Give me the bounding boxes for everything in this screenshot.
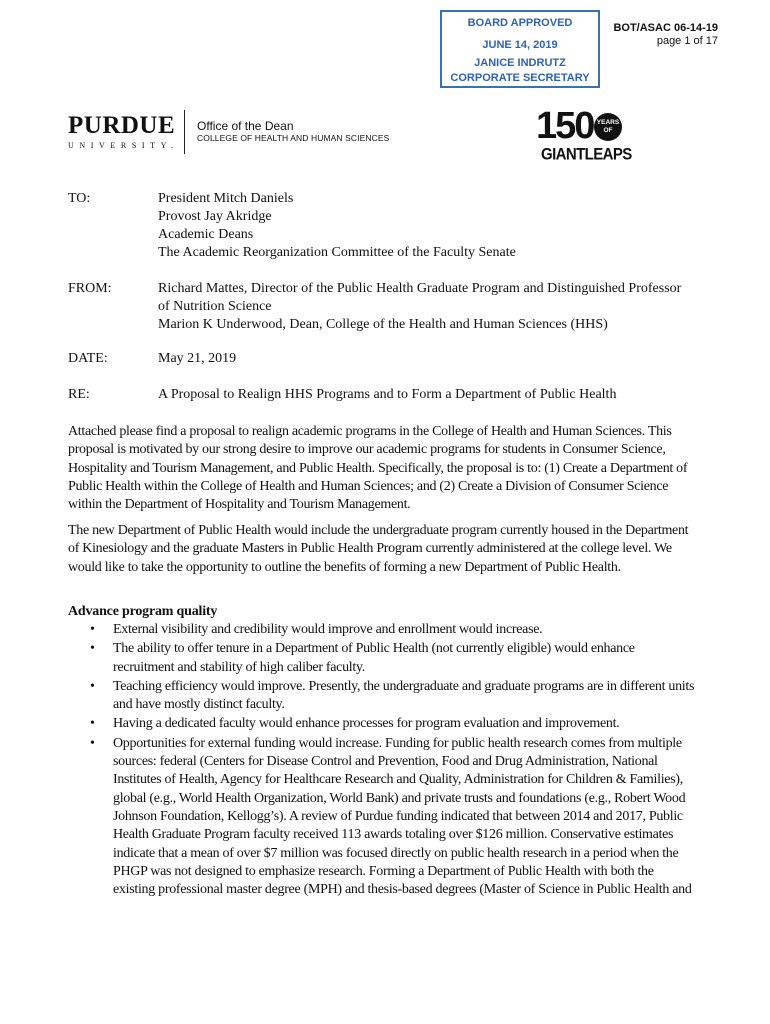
list-item [68,621,698,639]
logo-university: UNIVERSITY. [68,141,179,150]
sender-line: Richard Mattes, Director of the Public Health Graduate Program and Distinguished Professor [158,281,682,296]
anniversary-logo [536,105,632,166]
bullet-icon: • [90,641,95,657]
re-value: A Proposal to Realign HHS Programs and to Form a Department of Public Health [158,387,617,402]
date-label: DATE: [68,351,108,366]
purdue-logo [68,114,178,150]
sender-line: of Nutrition Science [158,299,272,314]
list-item [68,640,698,677]
bullet-icon: • [90,678,95,694]
from-senders [158,280,710,334]
from-label: FROM: [68,281,112,296]
office-title: Office of the Dean [197,119,294,133]
stamp-line: BOARD APPROVED [467,17,573,29]
list-item-text: External visibility and credibility would improve and enrollment would increase. [113,622,543,637]
date-value: May 21, 2019 [158,351,237,366]
anniversary-number: 150 [536,105,594,147]
list-item-text: Opportunities for external funding would increase. Funding for public health research comes from multiple sources: federal (Centers for Disease Control and Prevention, Food and Drug Administration, National Institutes of Health, Agency for Healthcare Research and Quality, Administration for Children & Families), global (e.g., World Health Organization, World Bank) and private trusts and foundations (e.g., Robert Wood Johnson Foundation, Kellogg’s). A review of Purdue funding indicated that between 2014 and 2017, Public Health Graduate Program faculty received 113 awards totaling over $126 million. Conservative estimates indicate that a mean of over $7 million was focused directly on public health research in a period when the PHGP was not designed to emphasize research. Forming a Department of Public Health with both the existing professional master degree (MPH) and thesis-based degrees (Master of Science in Public Health and [113,735,692,898]
benefits-list [68,621,698,900]
paragraph-text: The new Department of Public Health would include the undergraduate program currently housed in the Department of Kinesiology and the graduate Masters in Public Health Program currently administered at the college level. We would like to take the opportunity to outline the benefits of forming a new Department of Public Health. [68,523,689,575]
body-paragraph-2 [68,522,698,577]
stamp-line: CORPORATE SECRETARY [450,72,590,84]
stamp-line: JANICE INDRUTZ [474,57,566,69]
letterhead-divider [184,110,185,154]
college-name: COLLEGE OF HEALTH AND HUMAN SCIENCES [197,133,390,143]
anniversary-badge: YEARS OF [594,113,622,141]
to-recipients [158,190,710,262]
list-item-text: Having a dedicated faculty would enhance processes for program evaluation and improvement. [113,716,620,732]
to-label: TO: [68,191,91,206]
list-item [68,678,698,715]
stamp-line: JUNE 14, 2019 [482,39,558,51]
anniversary-tagline: GIANTLEAPS [541,145,632,164]
office-block [197,119,389,144]
re-label: RE: [68,387,90,402]
section-title: Advance program quality [68,604,218,619]
bullet-icon: • [90,735,95,751]
recipient: Academic Deans [158,227,254,242]
document-reference [613,22,718,48]
bullet-icon: • [90,622,95,637]
sender-line: Marion K Underwood, Dean, College of the Health and Human Sciences (HHS) [158,317,608,332]
list-item-text: The ability to offer tenure in a Department of Public Health (not currently eligible) would enhance recruitment and stability of high caliber faculty. [113,641,635,675]
board-approval-stamp [440,10,600,88]
list-item-text: Teaching efficiency would improve. Presently, the undergraduate and graduate programs are in different units and have mostly distinct faculty. [113,678,695,713]
logo-wordmark: PURDUE [68,112,176,139]
page-number: page 1 of 17 [656,35,718,47]
body-paragraph-1 [68,423,698,514]
list-item [68,735,698,900]
recipient: President Mitch Daniels [158,191,294,206]
recipient: Provost Jay Akridge [158,209,272,224]
paragraph-text: Attached please find a proposal to realign academic programs in the College of Health and Human Sciences. This proposal is motivated by our strong desire to improve our academic programs for students in Consumer Science, Hospitality and Tourism Management, and Public Health. Specifically, the proposal is to: (1) Create a Department of Public Health within the College of Health and Human Sciences; and (2) Create a Division of Consumer Science within the Department of Hospitality and Tourism Management. [68,424,688,513]
list-item [68,715,698,733]
bullet-icon: • [90,716,95,732]
document-code: BOT/ASAC 06-14-19 [613,22,718,34]
recipient: The Academic Reorganization Committee of the Faculty Senate [158,245,516,260]
